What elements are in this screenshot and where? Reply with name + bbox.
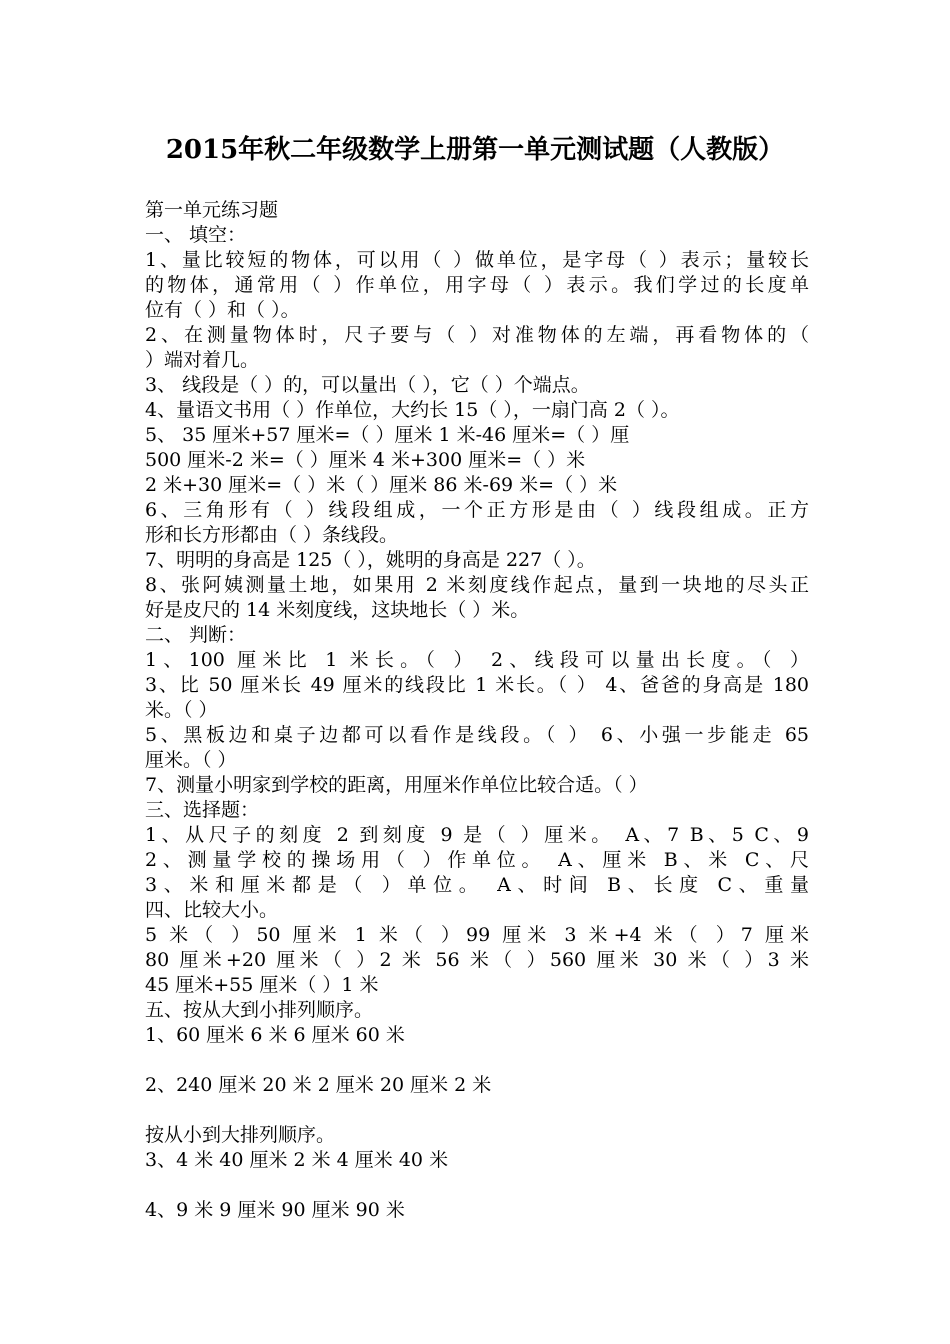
text-line: 45 厘米+55 厘米（ ）1 米	[145, 974, 379, 996]
text-line: 6、三角形有（ ）线段组成，一个正方形是由（ ）线段组成。正方	[145, 499, 809, 521]
text-line: 4、9 米 9 厘米 90 厘米 90 米	[145, 1199, 405, 1221]
text-line: 四、比较大小。	[145, 899, 279, 921]
text-line: 五、按从大到小排列顺序。	[145, 999, 374, 1021]
text-line: 7、明明的身高是 125（ ），姚明的身高是 227（ ）。	[145, 549, 596, 571]
text-line: 三、选择题：	[145, 799, 260, 821]
text-line: 4、量语文书用（ ）作单位，大约长 15（ ），一扇门高 2（ ）。	[145, 399, 680, 421]
text-line: 一、 填空：	[145, 224, 247, 246]
text-line: 3、米和厘米都是（ ）单位。 A、时间 B、长度 C、重量	[145, 874, 809, 896]
blank-line	[145, 1098, 809, 1123]
text-line: 7、测量小明家到学校的距离，用厘米作单位比较合适。（ ）	[145, 774, 648, 796]
text-line: 二、 判断：	[145, 624, 247, 646]
text-line: 2 米+30 厘米=（ ）米（ ）厘米 86 米-69 米=（ ）米	[145, 474, 618, 496]
text-line: 3、4 米 40 厘米 2 米 4 厘米 40 米	[145, 1149, 449, 1171]
text-line: 位有（ ）和（ ）。	[145, 299, 300, 321]
document-title: 2015年秋二年级数学上册第一单元测试题（人教版）	[165, 135, 785, 165]
blank-line	[145, 1048, 809, 1073]
text-line: 2、240 厘米 20 米 2 厘米 20 厘米 2 米	[145, 1074, 492, 1096]
text-line: 2、在测量物体时，尺子要与（ ）对准物体的左端，再看物体的（	[145, 324, 809, 346]
text-line: 第一单元练习题	[145, 199, 279, 221]
text-line: 1、量比较短的物体，可以用（ ）做单位，是字母（ ）表示；量较长	[145, 249, 809, 271]
text-line: 3、比 50 厘米长 49 厘米的线段比 1 米长。（ ） 4、爸爸的身高是 180	[145, 674, 809, 696]
blank-line	[145, 1173, 809, 1198]
text-line: 米。（ ）	[145, 699, 218, 721]
text-line: 好是皮尺的 14 米刻度线，这块地长（ ）米。	[145, 599, 530, 621]
text-line: 形和长方形都由（ ）条线段。	[145, 524, 399, 546]
text-line: 3、 线段是（ ）的，可以量出（ ），它（ ）个端点。	[145, 374, 590, 396]
text-line: 的物体，通常用（ ）作单位，用字母（ ）表示。我们学过的长度单	[145, 274, 809, 296]
text-line: 2、测量学校的操场用（ ）作单位。 A、厘米 B、米 C、尺	[145, 849, 809, 871]
text-line: 1、60 厘米 6 米 6 厘米 60 米	[145, 1024, 405, 1046]
text-line: 5、黑板边和桌子边都可以看作是线段。（ ） 6、小强一步能走 65	[145, 724, 809, 746]
text-line: 1、100 厘米比 1 米长。（ ） 2、线段可以量出长度。（ ）	[145, 649, 809, 671]
document-body	[145, 198, 809, 1223]
text-line: 按从小到大排列顺序。	[145, 1124, 336, 1146]
text-line: 1、从尺子的刻度 2 到刻度 9 是（ ）厘米。 A、7 B、5 C、9	[145, 824, 809, 846]
text-line: ）端对着几。	[145, 349, 260, 371]
text-line: 5、 35 厘米+57 厘米=（ ）厘米 1 米-46 厘米=（ ）厘	[145, 424, 630, 446]
text-line: 80 厘米+20 厘米（ ）2 米 56 米（ ）560 厘米 30 米（ ）3 米	[145, 949, 809, 971]
text-line: 5 米（ ）50 厘米 1 米（ ）99 厘米 3 米+4 米（ ）7 厘米	[145, 924, 809, 946]
text-line: 500 厘米-2 米=（ ）厘米 4 米+300 厘米=（ ）米	[145, 449, 586, 471]
text-line: 厘米。（ ）	[145, 749, 237, 771]
text-line: 8、张阿姨测量土地，如果用 2 米刻度线作起点，量到一块地的尽头正	[145, 574, 809, 596]
